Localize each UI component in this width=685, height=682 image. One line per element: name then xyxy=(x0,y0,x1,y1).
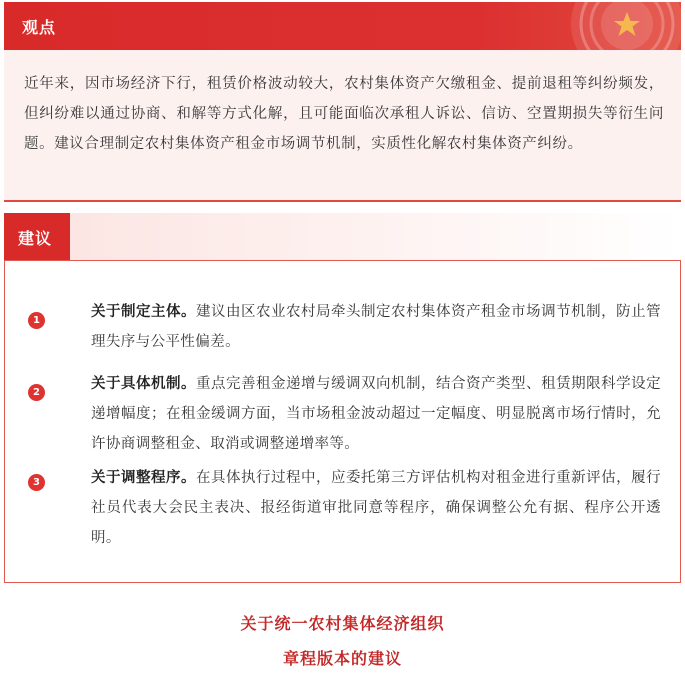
item-number-badge: 2 xyxy=(28,384,45,401)
emblem-icon xyxy=(567,2,681,50)
view-section-title: 观点 xyxy=(22,18,57,37)
view-section-header xyxy=(4,2,681,50)
suggestion-section-title: 建议 xyxy=(18,229,53,248)
view-section-body xyxy=(4,50,681,200)
item-text xyxy=(91,369,661,459)
item-title: 关于制定主体。 xyxy=(91,304,197,320)
next-article-title-line1[interactable]: 关于统一农村集体经济组织 xyxy=(240,614,445,633)
suggestion-section-tab xyxy=(4,213,70,261)
item-title: 关于调整程序。 xyxy=(91,470,197,486)
item-number-badge: 1 xyxy=(28,312,45,329)
view-paragraph: 近年来，因市场经济下行，租赁价格波动较大，农村集体资产欠缴租金、提前退租等纠纷频发，但纠纷难以通过协商、和解等方式化解，且可能面临次承租人诉讼、信访、空置期损失等衍生问题。建议合理制定农村集体资产租金市场调节机制，实质性化解农村集体资产纠纷。 xyxy=(24,76,664,152)
section-divider xyxy=(4,200,681,202)
suggestion-header-band xyxy=(4,213,681,261)
item-body: 在具体执行过程中，应委托第三方评估机构对租金进行重新评估，履行社员代表大会民主表决、报经街道审批同意等程序，确保调整公允有据、程序公开透明。 xyxy=(91,470,661,546)
next-article-title-line2[interactable]: 章程版本的建议 xyxy=(282,649,402,668)
item-title: 关于具体机制。 xyxy=(91,376,197,392)
item-body: 建议由区农业农村局牵头制定农村集体资产租金市场调节机制，防止管理失序与公平性偏差。 xyxy=(91,304,661,350)
item-number-badge: 3 xyxy=(28,474,45,491)
item-text xyxy=(91,297,661,357)
suggestion-box xyxy=(4,260,681,583)
item-text xyxy=(91,463,661,553)
item-body: 重点完善租金递增与缓调双向机制，结合资产类型、租赁期限科学设定递增幅度；在租金缓调方面，当市场租金波动超过一定幅度、明显脱离市场行情时，允许协商调整租金、取消或调整递增率等。 xyxy=(91,376,661,452)
